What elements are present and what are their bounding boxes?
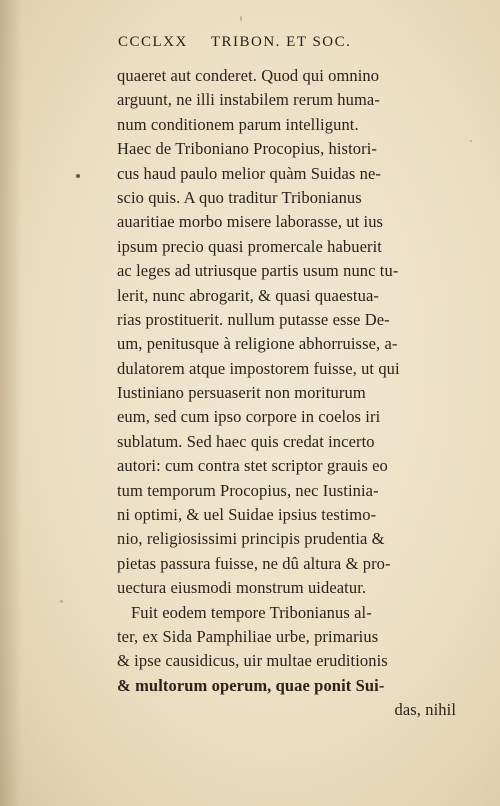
text-line: pietas passura fuisse, ne dû altura & pro- bbox=[117, 553, 391, 573]
text-line: & multorum operum, quae ponit Sui- bbox=[117, 675, 385, 695]
text-line: nio, religiosissimi principis prudentia & bbox=[117, 529, 385, 549]
text-line: autori: cum contra stet scriptor grauis eo bbox=[117, 456, 388, 476]
text-line: scio quis. A quo traditur Tribonianus bbox=[117, 187, 362, 207]
text-line: eum, sed cum ipso corpore in coelos iri bbox=[117, 407, 381, 427]
margin-dot-mark bbox=[76, 174, 80, 178]
text-line: Fuit eodem tempore Tribonianus al- bbox=[131, 602, 372, 622]
text-line: ni optimi, & uel Suidae ipsius testimo- bbox=[117, 505, 377, 525]
text-line: tum temporum Procopius, nec Iustinia- bbox=[117, 480, 379, 500]
gutter-shadow bbox=[0, 0, 22, 806]
page-folio: CCCLXX bbox=[118, 34, 188, 50]
text-line: uectura eiusmodi monstrum uideatur. bbox=[117, 578, 367, 598]
text-line: Iustiniano persuaserit non moriturum bbox=[117, 383, 366, 403]
text-line: um, penitusque à religione abhorruisse, a- bbox=[117, 334, 398, 354]
text-line: arguunt, ne illi instabilem rerum huma- bbox=[117, 90, 380, 110]
text-line: lerit, nunc abrogarit, & quasi quaestua- bbox=[117, 285, 379, 305]
text-line: sublatum. Sed haec quis credat incerto bbox=[117, 431, 375, 451]
paper-speck bbox=[60, 600, 63, 603]
text-line: ter, ex Sida Pamphiliae urbe, primarius bbox=[117, 626, 379, 646]
paper-speck bbox=[240, 16, 242, 21]
running-title: TRIBON. ET SOC. bbox=[210, 34, 352, 50]
text-line: dulatorem atque impostorem fuisse, ut qui bbox=[117, 358, 400, 378]
text-line: Haec de Triboniano Procopius, histori- bbox=[117, 139, 377, 159]
running-header bbox=[118, 34, 458, 56]
paper-speck bbox=[470, 140, 472, 142]
text-line: ipsum precio quasi promercale habuerit bbox=[117, 236, 382, 256]
text-line: & ipse causidicus, uir multae eruditionis bbox=[117, 651, 388, 671]
text-line: auaritiae morbo misere laborasse, ut ius bbox=[117, 212, 384, 232]
text-block bbox=[117, 64, 462, 723]
text-line: num conditionem parum intelligunt. bbox=[117, 114, 359, 134]
text-line: cus haud paulo melior quàm Suidas ne- bbox=[117, 163, 381, 183]
text-line: das, nihil bbox=[394, 700, 456, 720]
text-line: rias prostituerit. nullum putasse esse De- bbox=[117, 309, 390, 329]
text-line: quaeret aut conderet. Quod qui omnino bbox=[117, 66, 380, 85]
text-line: ac leges ad utriusque partis usum nunc tu- bbox=[117, 261, 399, 281]
